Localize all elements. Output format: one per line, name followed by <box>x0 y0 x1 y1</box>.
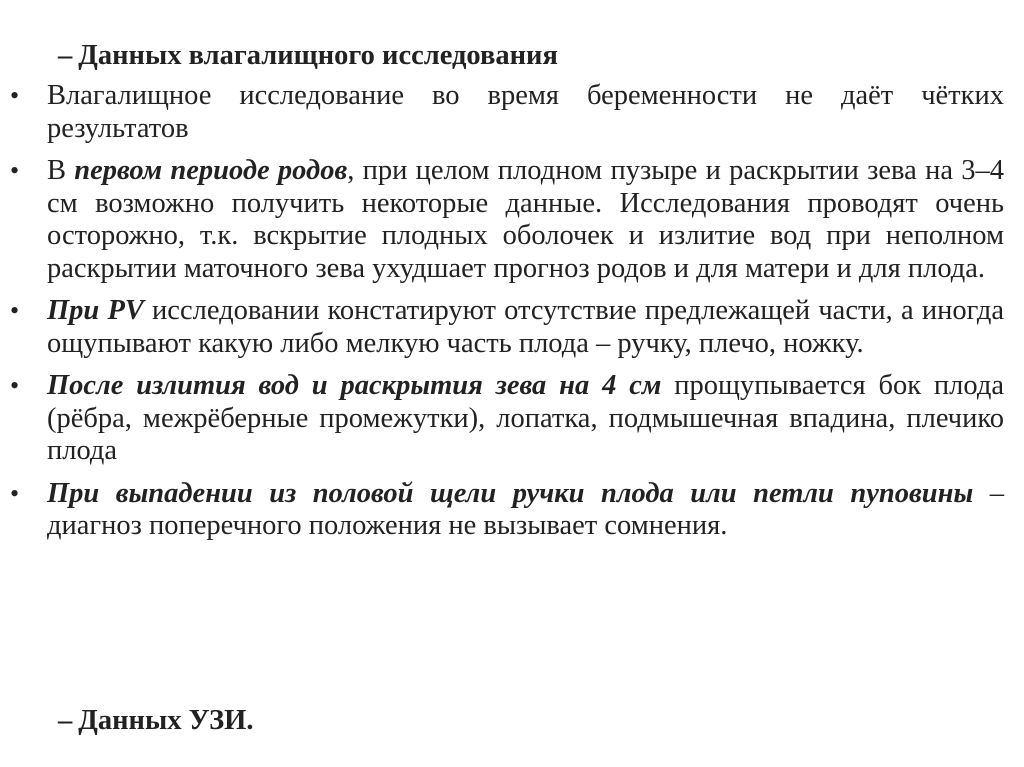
heading-text: Данных УЗИ. <box>78 705 254 736</box>
bullet-emphasis: При PV <box>47 295 144 326</box>
bullet-icon: • <box>10 81 20 110</box>
bullet-text: – диагноз поперечного положения не вызывает сомнения. <box>47 477 1004 541</box>
heading-dash: – <box>58 40 73 71</box>
bullet-item-5 <box>0 478 1004 543</box>
bullet-icon: • <box>10 296 20 325</box>
bullet-item-3 <box>0 295 1004 360</box>
bullet-text: прощупывается бок плода (рёбра, межрёберные промежутки), лопатка, подмышечная впадина, плечико плода <box>47 370 1004 466</box>
bullet-text: , при целом плодном пузыре и раскрытии зева на 3–4 см возможно получить некоторые данные. Исследования проводят очень осторожно, т.к. вскрытие плодных оболочек и излитие вод при неполном раскрытии маточного зева ухудшает прогноз родов и для матери и для плода. <box>47 155 1004 284</box>
bullet-item-4 <box>0 370 1004 468</box>
heading-text: Данных влагалищного исследования <box>78 40 558 71</box>
bullet-icon: • <box>10 156 20 185</box>
section-heading-vaginal-exam <box>58 40 558 72</box>
bullet-emphasis: После излития вод и раскрытия зева на 4 см <box>47 370 662 401</box>
section-heading-ultrasound <box>58 705 253 737</box>
bullet-icon: • <box>10 371 20 400</box>
bullet-emphasis: При выпадении из половой щели ручки плода или петли пуповины <box>47 477 974 509</box>
heading-dash: – <box>58 705 73 736</box>
bullet-icon: • <box>10 478 20 508</box>
bullet-list <box>0 80 1024 553</box>
bullet-item-1 <box>0 80 1004 145</box>
bullet-text: Влагалищное исследование во время беременности не даёт чётких результатов <box>47 80 1004 144</box>
bullet-emphasis: первом периоде родов <box>74 155 348 186</box>
bullet-prefix: В <box>47 155 75 186</box>
bullet-item-2 <box>0 155 1004 285</box>
bullet-text: исследовании констатируют отсутствие предлежащей части, а иногда ощупывают какую либо мелкую часть плода – ручку, плечо, ножку. <box>47 295 1005 359</box>
